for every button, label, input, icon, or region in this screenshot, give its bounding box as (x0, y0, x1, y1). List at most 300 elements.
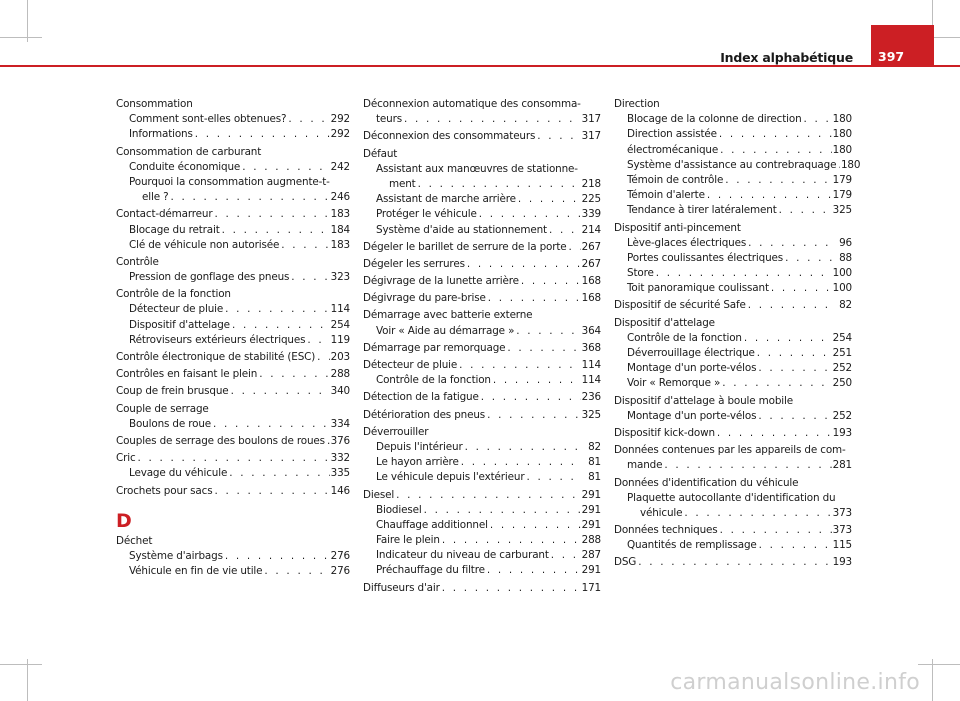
index-subentry (614, 112, 852, 127)
dot-leader (286, 112, 330, 127)
page-reference[interactable]: 291 (581, 503, 601, 516)
dot-leader (746, 298, 832, 313)
entry-label: Déconnexion des consommateurs (363, 130, 536, 143)
index-subentry (614, 173, 852, 188)
dot-leader (777, 203, 832, 218)
entry-label: électromécanique (627, 143, 719, 156)
page-reference[interactable]: 340 (330, 385, 350, 398)
dot-leader (229, 384, 330, 399)
entry-label: Blocage du retrait (129, 223, 220, 236)
index-subentry (116, 112, 350, 127)
dot-leader (662, 458, 832, 473)
index-heading: Dispositif d'attelage à boule mobile (614, 394, 794, 407)
dot-leader (315, 350, 330, 365)
page-reference[interactable]: 171 (581, 581, 601, 594)
dot-leader (486, 291, 581, 306)
crop-mark (0, 37, 42, 38)
page-reference[interactable]: 96 (839, 236, 852, 249)
index-entry (116, 384, 350, 399)
page-reference[interactable]: 292 (330, 113, 350, 126)
dot-leader (742, 331, 832, 346)
index-subentry (614, 538, 852, 553)
index-heading: Déverrouiller (363, 425, 429, 438)
index-column-2 (363, 97, 601, 596)
entry-label: Contact-démarreur (116, 208, 213, 221)
entry-label: Contrôle de la fonction (376, 374, 491, 387)
index-subentry (363, 503, 601, 518)
entry-label: Voir « Remorque » (627, 377, 721, 390)
dot-leader (230, 318, 330, 333)
index-heading: Dispositif anti-pincement (614, 221, 741, 234)
entry-label: Informations (129, 128, 193, 141)
page-reference[interactable]: 317 (581, 130, 601, 143)
page-reference[interactable]: 288 (581, 534, 601, 547)
index-subentry (614, 458, 852, 473)
index-heading: Consommation (116, 98, 193, 110)
page-reference[interactable]: 291 (581, 518, 601, 531)
dot-leader (262, 564, 330, 579)
entry-label: Faire le plein (376, 534, 440, 547)
dot-leader (682, 506, 832, 521)
index-entry (363, 488, 601, 503)
dot-leader (168, 190, 330, 205)
page-reference[interactable]: 179 (832, 173, 852, 186)
page-reference[interactable]: 250 (832, 377, 852, 390)
entry-label: DSG (614, 556, 637, 569)
index-subentry (116, 302, 350, 317)
entry-label: elle ? (142, 191, 169, 204)
dot-leader (547, 223, 581, 238)
index-subentry (614, 158, 861, 173)
index-subentry (363, 223, 601, 238)
dot-leader (257, 367, 330, 382)
entry-label: Diesel (363, 488, 395, 501)
entry-label: Préchauffage du filtre (376, 564, 485, 577)
entry-label: Détecteur de pluie (129, 303, 224, 316)
index-subentry (116, 417, 350, 432)
page-reference[interactable]: 276 (330, 565, 350, 578)
page-reference[interactable]: 252 (832, 362, 852, 375)
dot-leader (654, 266, 832, 281)
page-reference[interactable]: 288 (330, 368, 350, 381)
page-reference[interactable]: 184 (330, 223, 350, 236)
index-subentry (614, 251, 852, 266)
entry-label: Depuis l'intérieur (376, 440, 463, 453)
index-subentry (614, 127, 852, 142)
index-subentry (363, 455, 601, 470)
dot-leader (279, 238, 330, 253)
page-reference[interactable]: 180 (832, 113, 852, 126)
index-subentry (116, 318, 350, 333)
page-reference[interactable]: 325 (581, 408, 601, 421)
dot-leader (717, 127, 832, 142)
index-column-3 (614, 97, 861, 571)
dot-leader (514, 324, 581, 339)
page-reference[interactable]: 246 (330, 191, 350, 204)
index-subentry-text: Pourquoi la consommation augmente-t- (129, 175, 330, 188)
entry-label: Toit panoramique coulissant (627, 282, 769, 295)
entry-label: Direction assistée (627, 128, 717, 141)
page-reference[interactable]: 114 (330, 303, 350, 316)
dot-leader (459, 455, 581, 470)
index-heading: Direction (614, 98, 660, 110)
page-reference[interactable]: 267 (581, 240, 601, 253)
dot-leader (488, 518, 581, 533)
crop-mark (0, 664, 42, 665)
entry-label: Cric (116, 452, 136, 465)
index-subentry (116, 223, 350, 238)
dot-leader (479, 390, 581, 405)
index-column-1 (116, 97, 350, 579)
page-reference[interactable]: 276 (330, 549, 350, 562)
page-reference[interactable]: 81 (588, 471, 601, 484)
index-subentry (614, 281, 852, 296)
index-subentry (363, 192, 601, 207)
dot-leader (211, 417, 330, 432)
page-reference[interactable]: 168 (581, 292, 601, 305)
index-entry (116, 350, 350, 365)
crop-mark (932, 659, 933, 701)
entry-label: Déverrouillage électrique (627, 347, 755, 359)
index-entry (614, 298, 852, 313)
page-reference[interactable]: 193 (832, 556, 852, 569)
index-entry (614, 426, 852, 441)
page-reference[interactable]: 368 (581, 341, 601, 354)
page-reference[interactable]: 317 (581, 113, 601, 126)
page-reference[interactable]: 114 (581, 374, 601, 387)
entry-label: Détérioration des pneus (363, 408, 486, 421)
entry-label: Quantités de remplissage (627, 539, 757, 552)
index-entry (116, 451, 350, 466)
index-heading: Déconnexion automatique des consomma- (363, 98, 581, 110)
index-entry (116, 207, 350, 222)
page-reference[interactable]: 180 (832, 128, 852, 141)
dot-leader (491, 373, 581, 388)
entry-label: Dispositif de sécurité Safe (614, 299, 746, 312)
dot-leader (240, 160, 330, 175)
entry-label: Diffuseurs d'air (363, 581, 440, 594)
index-subentry (614, 346, 852, 361)
entry-label: Protéger le véhicule (376, 208, 477, 221)
page-reference[interactable]: 82 (588, 440, 601, 453)
index-subentry (116, 466, 350, 481)
page-reference[interactable]: 323 (330, 271, 350, 284)
dot-leader (783, 251, 832, 266)
page-reference[interactable]: 291 (581, 564, 601, 577)
page-reference[interactable]: 100 (832, 282, 852, 295)
page-reference[interactable]: 214 (581, 223, 601, 236)
page-reference[interactable]: 183 (330, 238, 350, 251)
entry-label: Le véhicule depuis l'extérieur (376, 471, 525, 484)
entry-label: véhicule (640, 506, 683, 519)
page-reference[interactable]: 81 (588, 456, 601, 469)
page-reference[interactable]: 115 (832, 539, 852, 552)
dot-leader (289, 270, 330, 285)
page-reference[interactable]: 242 (330, 160, 350, 173)
index-heading: Couple de serrage (116, 402, 209, 415)
page-reference[interactable]: 114 (581, 359, 601, 371)
page-reference[interactable]: 225 (581, 193, 601, 206)
dot-leader (394, 488, 581, 503)
page-reference[interactable]: 281 (832, 459, 852, 472)
index-heading: Démarrage avec batterie externe (363, 309, 533, 322)
section-letter: D (116, 509, 132, 532)
index-heading: Données contenues par les appareils de com- (614, 444, 846, 457)
dot-leader (440, 533, 581, 548)
dot-leader (305, 333, 330, 348)
entry-label: Dispositif kick-down (614, 426, 715, 439)
page-reference[interactable]: 267 (581, 257, 601, 270)
index-subentry (614, 143, 852, 158)
entry-label: Dispositif d'attelage (129, 318, 230, 331)
page-reference[interactable]: 82 (839, 299, 852, 312)
page-reference[interactable]: 291 (581, 488, 601, 501)
page-reference[interactable]: 203 (330, 351, 350, 363)
page-reference[interactable]: 168 (581, 275, 601, 288)
dot-leader (535, 129, 581, 144)
index-subentry (363, 373, 601, 388)
dot-leader (477, 207, 581, 222)
dot-leader (756, 409, 832, 424)
dot-leader (755, 346, 832, 361)
dot-leader (769, 281, 832, 296)
entry-label: Système d'airbags (129, 549, 223, 562)
index-subentry (116, 549, 350, 564)
index-subentry (614, 506, 852, 521)
index-entry (116, 484, 350, 499)
index-entry (363, 358, 601, 373)
index-entry (614, 523, 852, 538)
page-reference[interactable]: 254 (832, 331, 852, 344)
page-reference[interactable]: 325 (832, 204, 852, 217)
index-subentry (116, 127, 350, 142)
entry-label: Store (627, 267, 654, 280)
page-reference[interactable]: 339 (581, 208, 601, 221)
entry-label: Comment sont-elles obtenues? (129, 113, 287, 126)
dot-leader (802, 112, 833, 127)
entry-label: Détecteur de pluie (363, 359, 458, 371)
index-subentry (614, 203, 852, 218)
index-subentry-text: Plaquette autocollante d'identification du (627, 491, 836, 504)
index-subentry (363, 177, 601, 192)
page-reference[interactable]: 292 (330, 128, 350, 141)
page-reference[interactable]: 180 (840, 158, 861, 171)
entry-label: Montage d'un porte-vélos (627, 362, 757, 375)
index-subentry (363, 470, 601, 485)
index-entry (116, 367, 350, 382)
entry-label: Dégeler les serrures (363, 257, 465, 270)
page-reference[interactable]: 193 (832, 426, 852, 439)
dot-leader (567, 240, 581, 255)
entry-label: Dégivrage de la lunette arrière (363, 275, 519, 288)
entry-label: Rétroviseurs extérieurs électriques (129, 333, 306, 346)
crop-mark (918, 664, 960, 665)
entry-label: Boulons de roue (129, 417, 212, 430)
index-subentry (363, 207, 601, 222)
index-subentry (363, 518, 601, 533)
dot-leader (220, 223, 330, 238)
dot-leader (636, 555, 832, 570)
index-subentry (363, 563, 601, 578)
page-reference[interactable]: 146 (330, 484, 350, 497)
page-reference[interactable]: 373 (832, 506, 852, 519)
index-subentry (363, 548, 601, 563)
dot-leader (705, 188, 832, 203)
entry-label: Assistant de marche arrière (376, 193, 516, 206)
page-reference[interactable]: 179 (832, 189, 852, 202)
page-number-box (871, 25, 934, 67)
page-reference[interactable]: 364 (581, 324, 601, 337)
index-entry (363, 240, 601, 255)
page-reference[interactable]: 218 (581, 177, 601, 190)
index-subentry (614, 188, 852, 203)
page-reference[interactable]: 252 (832, 409, 852, 422)
entry-label: Contrôle électronique de stabilité (ESC) (116, 351, 316, 363)
entry-label: Chauffage additionnel (376, 518, 488, 531)
index-subentry (116, 270, 350, 285)
dot-leader (465, 257, 581, 272)
index-subentry (614, 331, 852, 346)
entry-label: Voir « Aide au démarrage » (376, 324, 515, 337)
entry-label: Dégivrage du pare-brise (363, 292, 486, 305)
page-reference[interactable]: 180 (832, 143, 852, 156)
page-reference[interactable]: 100 (832, 267, 852, 280)
page-reference[interactable]: 376 (330, 434, 350, 447)
entry-label: mande (627, 459, 663, 472)
dot-leader (485, 408, 581, 423)
index-heading: Déchet (116, 534, 153, 547)
crop-mark (27, 0, 28, 42)
dot-leader (223, 549, 330, 564)
dot-leader (757, 538, 832, 553)
index-heading: Contrôle de la fonction (116, 288, 231, 301)
index-subentry (116, 333, 350, 348)
dot-leader (549, 548, 581, 563)
entry-label: Portes coulissantes électriques (627, 251, 784, 264)
index-entry (363, 341, 601, 356)
dot-leader (505, 341, 581, 356)
entry-label: Démarrage par remorquage (363, 341, 506, 354)
entry-label: Véhicule en fin de vie utile (129, 565, 263, 578)
index-subentry (614, 266, 852, 281)
entry-label: Tendance à tirer latéralement (627, 204, 777, 217)
page-reference[interactable]: 334 (330, 417, 350, 430)
index-subentry (116, 564, 350, 579)
entry-label: Levage du véhicule (129, 467, 228, 480)
page-reference[interactable]: 254 (330, 318, 350, 331)
dot-leader (485, 563, 581, 578)
index-entry (363, 129, 601, 144)
page-reference[interactable]: 251 (832, 347, 852, 359)
index-subentry (363, 533, 601, 548)
index-entry (363, 408, 601, 423)
index-heading: Défaut (363, 147, 398, 160)
crop-mark (27, 659, 28, 701)
entry-label: Crochets pour sacs (116, 484, 213, 497)
entry-label: Pression de gonflage des pneus (129, 271, 290, 284)
entry-label: Contrôles en faisant le plein (116, 368, 258, 381)
dot-leader (463, 440, 581, 455)
page-reference[interactable]: 236 (581, 391, 601, 404)
entry-label: teurs (376, 113, 402, 126)
entry-label: Coup de frein brusque (116, 385, 229, 398)
dot-leader (457, 358, 581, 373)
entry-label: Blocage de la colonne de direction (627, 113, 802, 126)
dot-leader (422, 503, 581, 518)
index-heading: Consommation de carburant (116, 145, 262, 158)
dot-leader (227, 466, 330, 481)
page-reference[interactable]: 287 (581, 549, 601, 562)
index-subentry (363, 324, 601, 339)
dot-leader (715, 426, 832, 441)
index-heading: Contrôle (116, 255, 159, 268)
page-number: 397 (878, 49, 905, 64)
entry-label: Système d'assistance au contrebraquage (627, 158, 837, 171)
entry-label: Système d'aide au stationnement (376, 223, 547, 236)
index-heading: Données d'identification du véhicule (614, 476, 799, 489)
dot-leader (718, 143, 832, 158)
dot-leader (723, 173, 832, 188)
entry-label: Conduite économique (129, 160, 241, 173)
dot-leader (516, 192, 581, 207)
index-subentry (614, 409, 852, 424)
page-reference[interactable]: 335 (330, 467, 350, 480)
index-subentry (116, 160, 350, 175)
entry-label: Le hayon arrière (376, 456, 459, 469)
entry-label: Indicateur du niveau de carburant (376, 549, 549, 562)
dot-leader (193, 127, 330, 142)
index-subentry (116, 238, 350, 253)
entry-label: Montage d'un porte-vélos (627, 409, 757, 422)
dot-leader (136, 451, 330, 466)
entry-label: Témoin d'alerte (627, 189, 705, 202)
index-subentry (614, 376, 852, 391)
watermark: carmanualsonline.info (670, 670, 920, 695)
dot-leader (223, 302, 330, 317)
dot-leader (720, 376, 832, 391)
index-entry (116, 434, 350, 449)
entry-label: Biodiesel (376, 503, 422, 516)
entry-label: Clé de véhicule non autorisée (129, 238, 280, 251)
dot-leader (402, 112, 581, 127)
index-subentry (614, 361, 852, 376)
dot-leader (524, 470, 581, 485)
entry-label: Couples de serrage des boulons de roues (116, 434, 325, 447)
index-entry (614, 555, 852, 570)
dot-leader (416, 177, 581, 192)
page-reference[interactable]: 119 (330, 333, 350, 346)
entry-label: Dégeler le barillet de serrure de la porte (363, 240, 567, 253)
page-reference[interactable]: 88 (839, 251, 852, 264)
entry-label: Détection de la fatigue (363, 391, 479, 404)
page-reference[interactable]: 183 (330, 208, 350, 221)
page-title: Index alphabétique (720, 50, 853, 65)
index-heading: Dispositif d'attelage (614, 316, 715, 329)
dot-leader (718, 523, 832, 538)
dot-leader (213, 207, 331, 222)
index-entry (363, 581, 601, 596)
page-reference[interactable]: 332 (330, 452, 350, 465)
dot-leader (746, 236, 832, 251)
entry-label: Lève-glaces électriques (627, 236, 747, 249)
dot-leader (519, 274, 581, 289)
index-entry (363, 390, 601, 405)
entry-label: ment (389, 177, 416, 190)
index-subentry-text: Assistant aux manœuvres de stationne- (376, 162, 578, 175)
index-subentry (614, 236, 852, 251)
page-reference[interactable]: 373 (832, 524, 852, 537)
index-entry (363, 291, 601, 306)
